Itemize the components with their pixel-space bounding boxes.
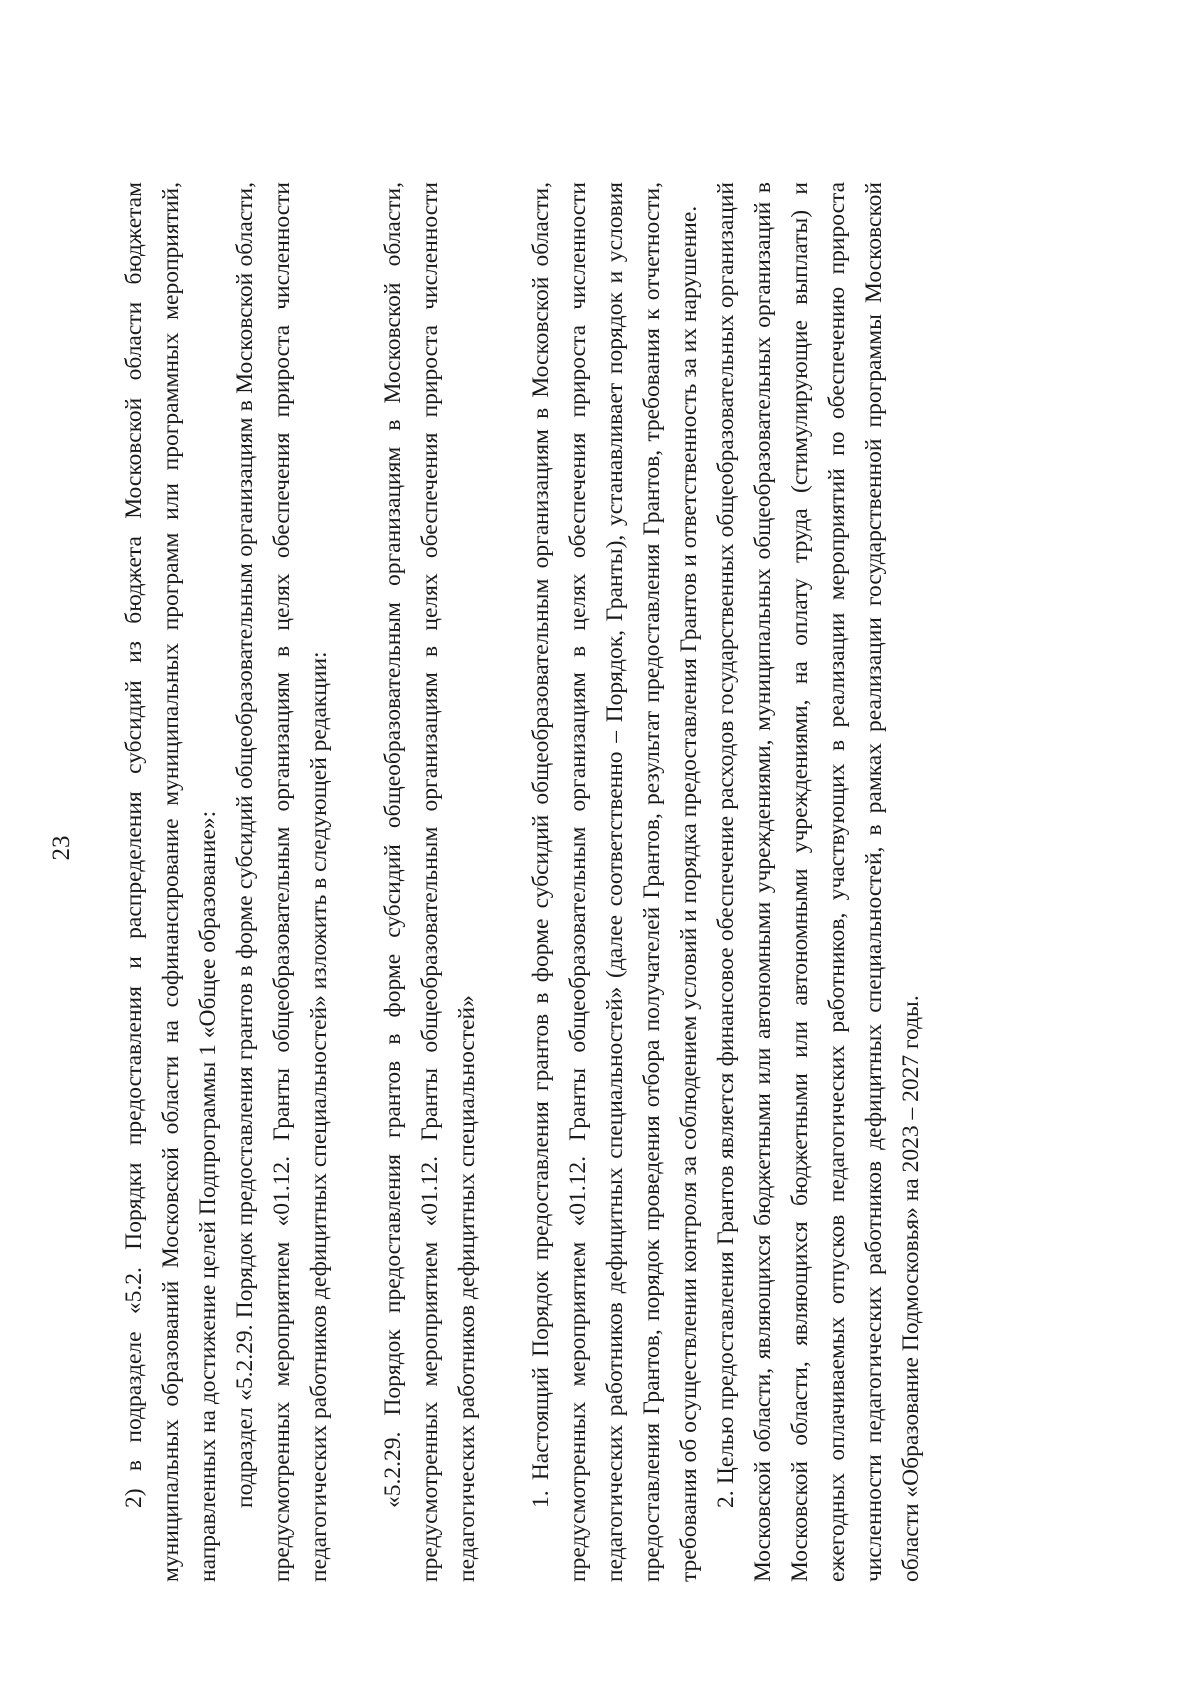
- paragraph-clause-1: 1. Настоящий Порядок предоставления грантов в форме субсидий общеобразовательным организациям в Московской области, предусмотренных мероприятием «01.12. Гранты общеобразовательным организациям в целях обеспечения прироста численности педагогических работников дефицитных специальностей» (далее соответственно – Порядок, Гранты), устанавливает порядок и условия предоставления Грантов, порядок проведения отбора получателей Грантов, результат предоставления Грантов, требования к отчетности, требования об осуществлении контроля за соблюдением условий и порядка предоставления Грантов и ответственность за их нарушение.: [528, 182, 702, 1582]
- rotated-page-content: [30, 48, 1170, 1648]
- paragraph-subsection-new-wording: подраздел «5.2.29. Порядок предоставления грантов в форме субсидий общеобразовательным организациям в Московской области, предусмотренных мероприятием «01.12. Гранты общеобразовательным организациям в целях обеспечения прироста численности педагогических работников дефицитных специальностей» изложить в следующей редакции:: [232, 182, 332, 1582]
- page-number: 23: [48, 835, 75, 861]
- paragraph-subsection-amendment: 2) в подразделе «5.2. Порядки предоставления и распределения субсидий из бюджета Московской области бюджетам муниципальных образований Московской области на софинансирование муниципальных программ или программных мероприятий, направленных на достижение целей Подпрограммы 1 «Общее образование»:: [121, 182, 221, 1582]
- document-body: [116, 182, 930, 1582]
- paragraph-clause-2: 2. Целью предоставления Грантов является финансовое обеспечение расходов государственных общеобразовательных организаций Московской области, являющихся бюджетными или автономными учреждениями, муниципальных общеобразовательных организаций в Московской области, являющихся бюджетными или автономными учреждениями, на оплату труда (стимулирующие выплаты) и ежегодных оплачиваемых отпусков педагогических работников, участвующих в реализации мероприятий по обеспечению прироста численности педагогических работников дефицитных специальностей, в рамках реализации государственной программы Московской области «Образование Подмосковья» на 2023 – 2027 годы.: [713, 182, 924, 1582]
- paragraph-section-heading: «5.2.29. Порядок предоставления грантов в форме субсидий общеобразовательным организациям в Московской области, предусмотренных мероприятием «01.12. Гранты общеобразовательным организациям в целях обеспечения прироста численности педагогических работников дефицитных специальностей»: [380, 182, 480, 1582]
